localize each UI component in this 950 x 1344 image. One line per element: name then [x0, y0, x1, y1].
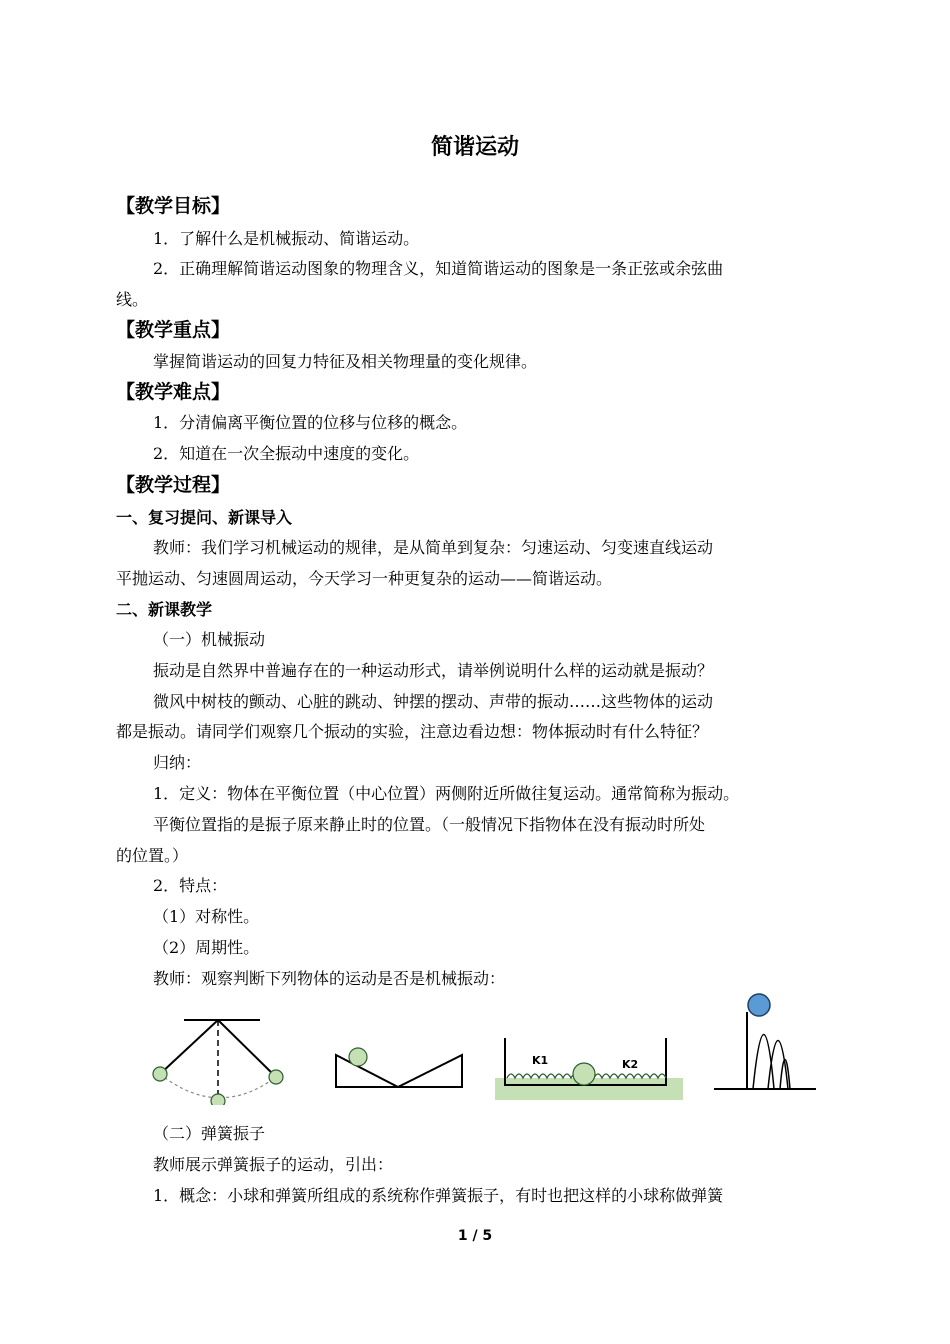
pendulum-string-left: [160, 1020, 218, 1074]
paragraph: 1．定义：物体在平衡位置（中心位置）两侧附近所做往复运动。通常简称为振动。: [153, 784, 740, 803]
pendulum-bob-right: [269, 1070, 283, 1084]
pendulum-bob-bottom: [211, 1094, 225, 1105]
paragraph: 2．知道在一次全振动中速度的变化。: [153, 444, 420, 463]
v-track-diagram: [336, 1048, 462, 1087]
section-heading-process: 【教学过程】: [116, 474, 231, 496]
v-track-ball: [349, 1048, 367, 1066]
oscillator-ball: [573, 1063, 595, 1085]
vibration-examples-figure: [140, 990, 830, 1105]
bouncing-ball: [748, 994, 770, 1016]
section-heading-goals: 【教学目标】: [116, 195, 231, 217]
page-title: 简谐运动: [430, 135, 519, 160]
paragraph: （一）机械振动: [153, 630, 266, 649]
paragraph: 掌握简谐运动的回复力特征及相关物理量的变化规律。: [153, 352, 538, 371]
bounce-arc-2: [768, 1041, 788, 1090]
paragraph: 平抛运动、匀速圆周运动，今天学习一种更复杂的运动——简谐运动。: [116, 569, 613, 588]
paragraph: 的位置。）: [116, 846, 189, 865]
paragraph: （1）对称性。: [153, 907, 260, 926]
paragraph: 教师展示弹簧振子的运动，引出：: [153, 1155, 394, 1174]
paragraph: 2．正确理解简谐运动图象的物理含义，知道简谐运动的图象是一条正弦或余弦曲: [153, 259, 724, 278]
pendulum-string-right: [218, 1020, 276, 1077]
bouncing-ball-diagram: [714, 994, 816, 1089]
section-heading-difficult: 【教学难点】: [116, 381, 231, 403]
label-k1: K1: [532, 1054, 549, 1067]
label-k2: K2: [622, 1058, 639, 1071]
paragraph: 1．概念：小球和弹簧所组成的系统称作弹簧振子，有时也把这样的小球称做弹簧: [153, 1186, 724, 1205]
page-number: 1 / 5: [457, 1228, 493, 1244]
paragraph: （2）周期性。: [153, 938, 260, 957]
paragraph: 都是振动。请同学们观察几个振动的实验，注意边看边想：物体振动时有什么特征？: [116, 722, 709, 741]
subheading: 二、新课教学: [116, 600, 213, 619]
paragraph: 振动是自然界中普遍存在的一种运动形式，请举例说明什么样的运动就是振动？: [153, 661, 714, 680]
paragraph: 线。: [116, 290, 149, 309]
paragraph: 1．了解什么是机械振动、简谐运动。: [153, 229, 420, 248]
section-heading-key: 【教学重点】: [116, 319, 231, 341]
paragraph: 平衡位置指的是振子原来静止时的位置。（一般情况下指物体在没有振动时所处: [153, 815, 706, 834]
paragraph: （二）弹簧振子: [153, 1124, 266, 1143]
paragraph: 2．特点：: [153, 876, 228, 895]
pendulum-diagram: [153, 1020, 283, 1105]
paragraph: 教师：观察判断下列物体的运动是否是机械振动：: [153, 969, 506, 988]
spring-right: [594, 1074, 666, 1078]
paragraph: 教师：我们学习机械运动的规律，是从简单到复杂：匀速运动、匀变速直线运动: [153, 538, 714, 557]
paragraph: 1．分清偏离平衡位置的位移与位移的概念。: [153, 413, 468, 432]
paragraph: 归纳：: [153, 753, 202, 772]
spring-oscillator-diagram: [495, 1038, 683, 1100]
subheading: 一、复习提问、新课导入: [116, 508, 293, 527]
paragraph: 微风中树枝的颤动、心脏的跳动、钟摆的摆动、声带的振动……这些物体的运动: [153, 692, 714, 711]
pendulum-bob-left: [153, 1067, 167, 1081]
